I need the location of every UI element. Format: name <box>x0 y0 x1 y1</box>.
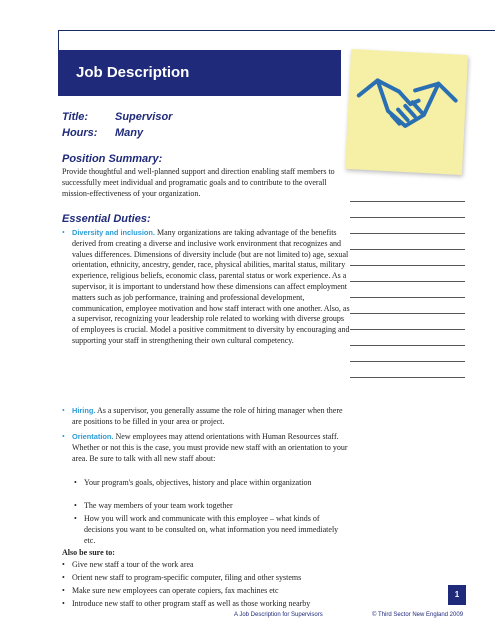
note-line <box>350 217 465 218</box>
duty-keyword: Orientation. <box>72 432 114 441</box>
summary-text: Provide thoughtful and well-planned support and direction enabling staff members to successfully meet individual and programatic goals and to contribute to the overall mission-effectiveness of your organization. <box>62 167 335 198</box>
orientation-point: • Your program's goals, objectives, history and place within organization <box>74 478 312 487</box>
duty-text: As a supervisor, you generally assume the role of hiring manager when there are positions to be filled in your area or project. <box>72 406 343 426</box>
bullet: • <box>74 514 77 523</box>
note-line <box>350 281 465 282</box>
bullet: • <box>74 478 77 487</box>
orientation-point: • The way members of your team work together <box>74 501 233 510</box>
bullet: • <box>62 599 65 608</box>
also-item: • Introduce new staff to other program staff as well as those working nearby <box>62 599 311 608</box>
sticky-note <box>345 49 468 175</box>
page-title: Job Description <box>76 64 190 81</box>
title-banner <box>58 50 341 96</box>
note-line <box>350 329 465 330</box>
page-number: 1 <box>448 585 466 605</box>
footer-copyright: © Third Sector New England 2009 <box>372 612 464 618</box>
hours-field <box>62 127 143 139</box>
hours-value: Many <box>115 127 144 139</box>
summary-heading: Position Summary: <box>62 153 163 165</box>
also-heading: Also be sure to: <box>62 548 115 557</box>
bullet: • <box>62 228 65 237</box>
title-value: Supervisor <box>115 111 173 123</box>
duty-item-diversity <box>62 228 352 347</box>
note-line <box>350 201 465 202</box>
note-line <box>350 361 465 362</box>
bullet: • <box>62 586 65 595</box>
note-line <box>350 297 465 298</box>
note-line <box>350 249 465 250</box>
also-item: • Orient new staff to program-specific computer, filing and other systems <box>62 573 302 582</box>
bullet: • <box>74 501 77 510</box>
title-field <box>62 111 172 123</box>
bullet: • <box>62 560 65 569</box>
note-line <box>350 377 465 378</box>
duty-text: New employees may attend orientations with Human Resources staff. Whether or not this is the case, you must provide new staff with an orientation to your area. Be sure to talk with all new staff about: <box>72 432 348 463</box>
note-line <box>350 233 465 234</box>
duty-keyword: Diversity and inclusion. <box>72 228 155 237</box>
bullet: • <box>62 573 65 582</box>
duty-item-orientation <box>62 432 352 464</box>
duty-keyword: Hiring. <box>72 406 96 415</box>
footer-document-title: A Job Description for Supervisors <box>234 612 323 618</box>
duties-heading: Essential Duties: <box>62 213 151 225</box>
frame-top-rule <box>58 30 495 31</box>
also-item: • Make sure new employees can operate copiers, fax machines etc <box>62 586 279 595</box>
handshake-icon <box>345 49 468 175</box>
note-line <box>350 313 465 314</box>
duty-item-hiring <box>62 406 352 428</box>
hours-label: Hours: <box>62 127 98 139</box>
bullet: • <box>62 406 65 415</box>
note-line <box>350 345 465 346</box>
note-line <box>350 265 465 266</box>
title-label: Title: <box>62 111 89 123</box>
orientation-point: • How you will work and communicate with this employee – what kinds of decisions you want to be consulted on, what information you need immediately etc. <box>74 514 339 545</box>
also-item: • Give new staff a tour of the work area <box>62 560 194 569</box>
bullet: • <box>62 432 65 441</box>
duty-text: Many organizations are taking advantage of the benefits derived from creating a diverse and inclusive work environment that recognizes and values differences. Dimensions of diversity include (but are not limited to) age, sexual orientation, ethnicity, ancestry, gender, race, physical abilities, marital status, military experience, religious beliefs, economic class, parental status or work experience. As a supervisor, it is important to understand how these dimensions can affect employment matters such as job performance, training and professional development, communication, employee motivation and how staff interact with one another. Also, as a supervisor, recognizing your leadership role related to working with diverse groups of employees is crucial. Model a positive commitment to diversity by encouraging and supporting your staff in strengthening their own cultural competency. <box>72 228 350 345</box>
